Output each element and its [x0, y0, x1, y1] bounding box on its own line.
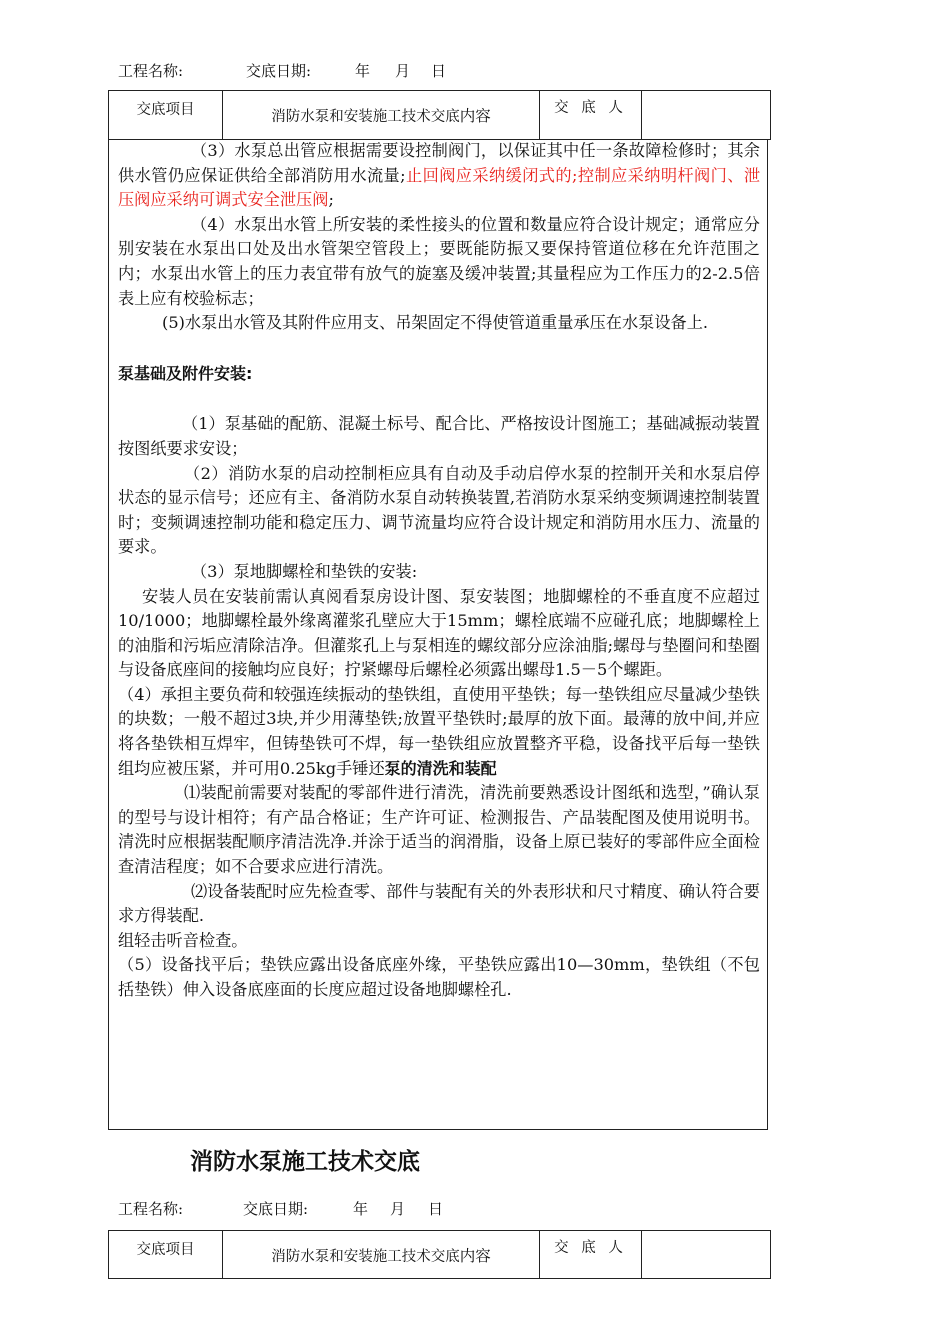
paragraph-leveling: （5）设备找平后；垫铁应露出设备底座外缘，平垫铁应露出10—30mm，垫铁组（不包括垫铁）伸入设备底座面的长度应超过设备地脚螺栓孔. — [118, 955, 760, 999]
item-title: 消防水泵和安装施工技术交底 — [271, 1249, 460, 1265]
paragraph-cleaning: ⑴装配前需要对装配的零部件进行清洗，清洗前要熟悉设计图纸和选型，”确认泵的型号与设计相符；有产品合格证；生产许可证、检测报告、产品装配图及使用说明书。清洗时应根据装配顺序清洁洗净.并涂于适当的润滑脂，设备上原已装好的零部件应全面检查清洁程度；如不合要求应进行清洗。 — [118, 783, 760, 877]
month-label: 月 — [390, 1200, 406, 1218]
page-title: 消防水泵施工技术交底 — [190, 1149, 420, 1175]
disclosure-content — [118, 139, 760, 1003]
person-value-cell — [642, 1231, 771, 1279]
item-title-suffix: 内容 — [459, 107, 491, 125]
disclosure-header-table-2 — [108, 1230, 771, 1279]
handover-date-label: 交底日期: — [243, 1200, 309, 1218]
item-title-cell — [223, 91, 540, 140]
person-value-cell — [642, 91, 771, 140]
paragraph-shim-group: （4）承担主要负荷和较强连续振动的垫铁组，直使用平垫铁；每一垫铁组应尽量减少垫铁的块数；一般不超过3块,并少用薄垫铁;放置平垫铁时;最厚的放下面。最薄的放中间,并应将各垫铁相互焊牢，但铸垫铁可不焊，每一垫铁组应放置整齐平稳，设备找平后每一垫铁组均应被压紧，并可用0.25kg手锤还泵的清洗和装配 — [118, 684, 760, 778]
item-label-cell: 交底项目 — [109, 91, 223, 140]
spacer — [118, 386, 760, 408]
day-label: 日 — [431, 62, 447, 80]
paragraph-assembly-check: ⑵设备装配时应先检查零、部件与装配有关的外表形状和尺寸精度、确认符合要求方得装配. — [118, 881, 760, 926]
year-label: 年 — [355, 62, 371, 80]
paragraph-pump-outlet-valve: （3）水泵总出管应根据需要设控制阀门，以保证其中任一条故障检修时；其余供水管仍应保证供给全部消防用水流量;止回阀应采纳缓闭式的;控制应采纳明杆阀门、泄压阀应采纳可调式安全泄压阀; — [118, 141, 761, 210]
spacer — [118, 336, 760, 360]
handover-date-label: 交底日期: — [246, 62, 312, 80]
disclosure-header-table — [108, 90, 771, 140]
year-label: 年 — [353, 1200, 369, 1218]
month-label: 月 — [395, 62, 411, 80]
paragraph-control-cabinet: （2）消防水泵的启动控制柜应具有自动及手动启停水泵的控制开关和水泵启停状态的显示信号；还应有主、备消防水泵自动转换装置,若消防水泵采纳变频调速控制装置时；变频调速控制功能和稳定压力、调节流量均应符合设计规定和消防用水压力、流量的要求。 — [118, 463, 760, 557]
highlighted-valve-requirement: 止回阀应采纳缓闭式的;控制应采纳明杆阀门、泄压阀应采纳可调式安全泄压阀 — [118, 165, 761, 210]
section-heading-foundation: 泵基础及附件安装: — [118, 363, 253, 383]
item-label-cell: 交底项目 — [109, 1231, 223, 1279]
project-name-label: 工程名称: — [118, 62, 184, 80]
person-label-cell: 交 底 人 — [540, 1231, 642, 1279]
paragraph-sound-check: 组轻击听音检查。 — [118, 930, 248, 950]
paragraph-anchor-bolt: 安装人员在安装前需认真阅看泵房设计图、泵安装图；地脚螺栓的不垂直度不应超过10/1000；地脚螺栓最外缘离灌浆孔壁应大于15mm；螺栓底端不应碰孔底；地脚螺栓上的油脂和污垢应清除洁净。但灌浆孔上与泵相连的螺纹部分应涂油脂;螺母与垫圈问和垫圈与设备底座间的接触均应良好；拧紧螺母后螺栓必须露出螺母1.5－5个螺距。 — [118, 586, 760, 680]
paragraph-foundation-reinforcement: （1）泵基础的配筋、混凝土标号、配合比、严格按设计图施工；基础减振动装置按图纸要求安设； — [118, 414, 760, 458]
project-name-label: 工程名称: — [118, 1200, 184, 1218]
paragraph-flexible-joint: （4）水泵出水管上所安装的柔性接头的位置和数量应符合设计规定；通常应分别安装在水泵出口处及出水管架空管段上；要既能防振又要保持管道位移在允许范围之内；水泵出水管上的压力表宜带有放气的旋塞及缓冲装置;其量程应为工作压力的2-2.5倍表上应有校验标志； — [118, 214, 760, 308]
person-label-cell: 交 底 人 — [540, 91, 642, 140]
item-title-cell — [223, 1231, 540, 1279]
section-heading-cleaning: 泵的清洗和装配 — [384, 758, 497, 778]
day-label: 日 — [428, 1200, 444, 1218]
paragraph-anchor-bolt-title: （3）泵地脚螺栓和垫铁的安装: — [191, 561, 418, 581]
item-title: 消防水泵和安装施工技术交底 — [271, 109, 460, 125]
item-title-suffix: 内容 — [459, 1247, 491, 1265]
disclosure-content-cell — [108, 139, 768, 1130]
paragraph-support-hanger: (5)水泵出水管及其附件应用支、吊架固定不得使管道重量承压在水泵设备上. — [162, 313, 709, 333]
